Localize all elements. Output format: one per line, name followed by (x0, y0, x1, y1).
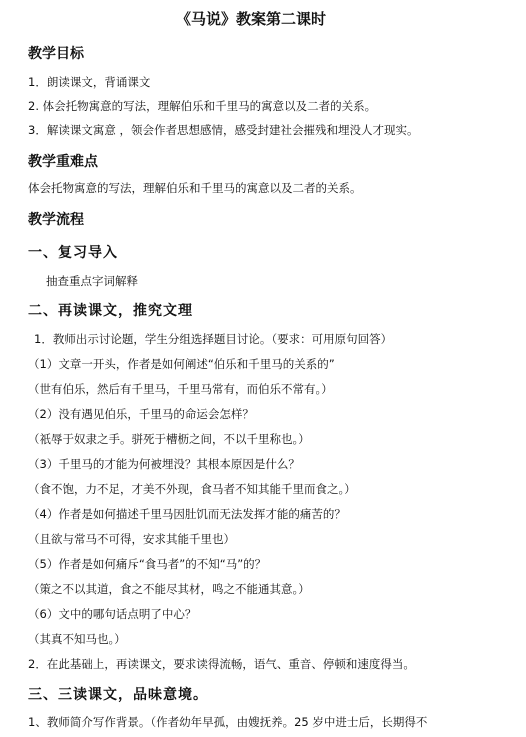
key-points-text: 体会托物寓意的写法，理解伯乐和千里马的寓意以及二者的关系。 (28, 181, 362, 195)
discussion-line: （食不饱，力不足，才美不外现，食马者不知其能千里而食之。） (28, 482, 356, 496)
discussion-line: （且欲与常马不可得，安求其能千里也） (28, 532, 235, 546)
discussion-line: （5）作者是如何痛斥“食马者”的不知“马”的？ (28, 557, 267, 571)
objective-item-1: 1．朗读课文，背诵课文 (28, 75, 151, 89)
discussion-line: （世有伯乐，然后有千里马，千里马常有，而伯乐不常有。） (28, 382, 333, 396)
discussion-line: （1）文章一开头，作者是如何阐述“伯乐和千里马的关系的” (28, 357, 335, 371)
discussion-line: 2．在此基础上，再读课文，要求读得流畅，语气、重音、停顿和速度得当。 (28, 657, 415, 671)
discussion-line: （4）作者是如何描述千里马因肚饥而无法发挥才能的痛苦的？ (28, 507, 346, 521)
discussion-line: （策之不以其道，食之不能尽其材，鸣之不能通其意。） (28, 582, 310, 596)
objective-item-2: 2. 体会托物寓意的写法，理解伯乐和千里马的寓意以及二者的关系。 (28, 99, 377, 113)
discussion-line: （6）文中的哪句话点明了中心？ (28, 607, 197, 621)
discussion-line: （2）没有遇见伯乐，千里马的命运会怎样？ (28, 407, 254, 421)
discussion-line: （祇辱于奴隶之手。骈死于槽枥之间，不以千里称也。） (28, 432, 310, 446)
discussion-line: （其真不知马也。） (28, 632, 126, 646)
section-review-heading: 一、复习导入 (28, 245, 118, 261)
objective-item-3: 3．解读课文寓意 ，领会作者思想感情，感受封建社会摧残和埋没人才现实。 (28, 123, 419, 137)
discussion-line: 1．教师出示讨论题，学生分组选择题目讨论。（要求：可用原句回答） (34, 332, 393, 346)
section-review-text: 抽查重点字词解释 (46, 274, 138, 288)
document-title: 《马说》教案第二课时 (176, 10, 327, 28)
section-reread-heading: 二、再读课文，推究文理 (28, 303, 193, 319)
discussion-line: （3）千里马的才能为何被埋没？其根本原因是什么？ (28, 457, 300, 471)
key-points-heading: 教学重难点 (28, 154, 98, 170)
objectives-heading: 教学目标 (28, 46, 84, 62)
section-appreciate-heading: 三、三读课文，品味意境。 (28, 687, 208, 703)
process-heading: 教学流程 (28, 212, 84, 228)
section-appreciate-text: 1、教师简介写作背景。（作者幼年早孤，由嫂抚养。25 岁中进士后，长期得不 (28, 715, 428, 729)
